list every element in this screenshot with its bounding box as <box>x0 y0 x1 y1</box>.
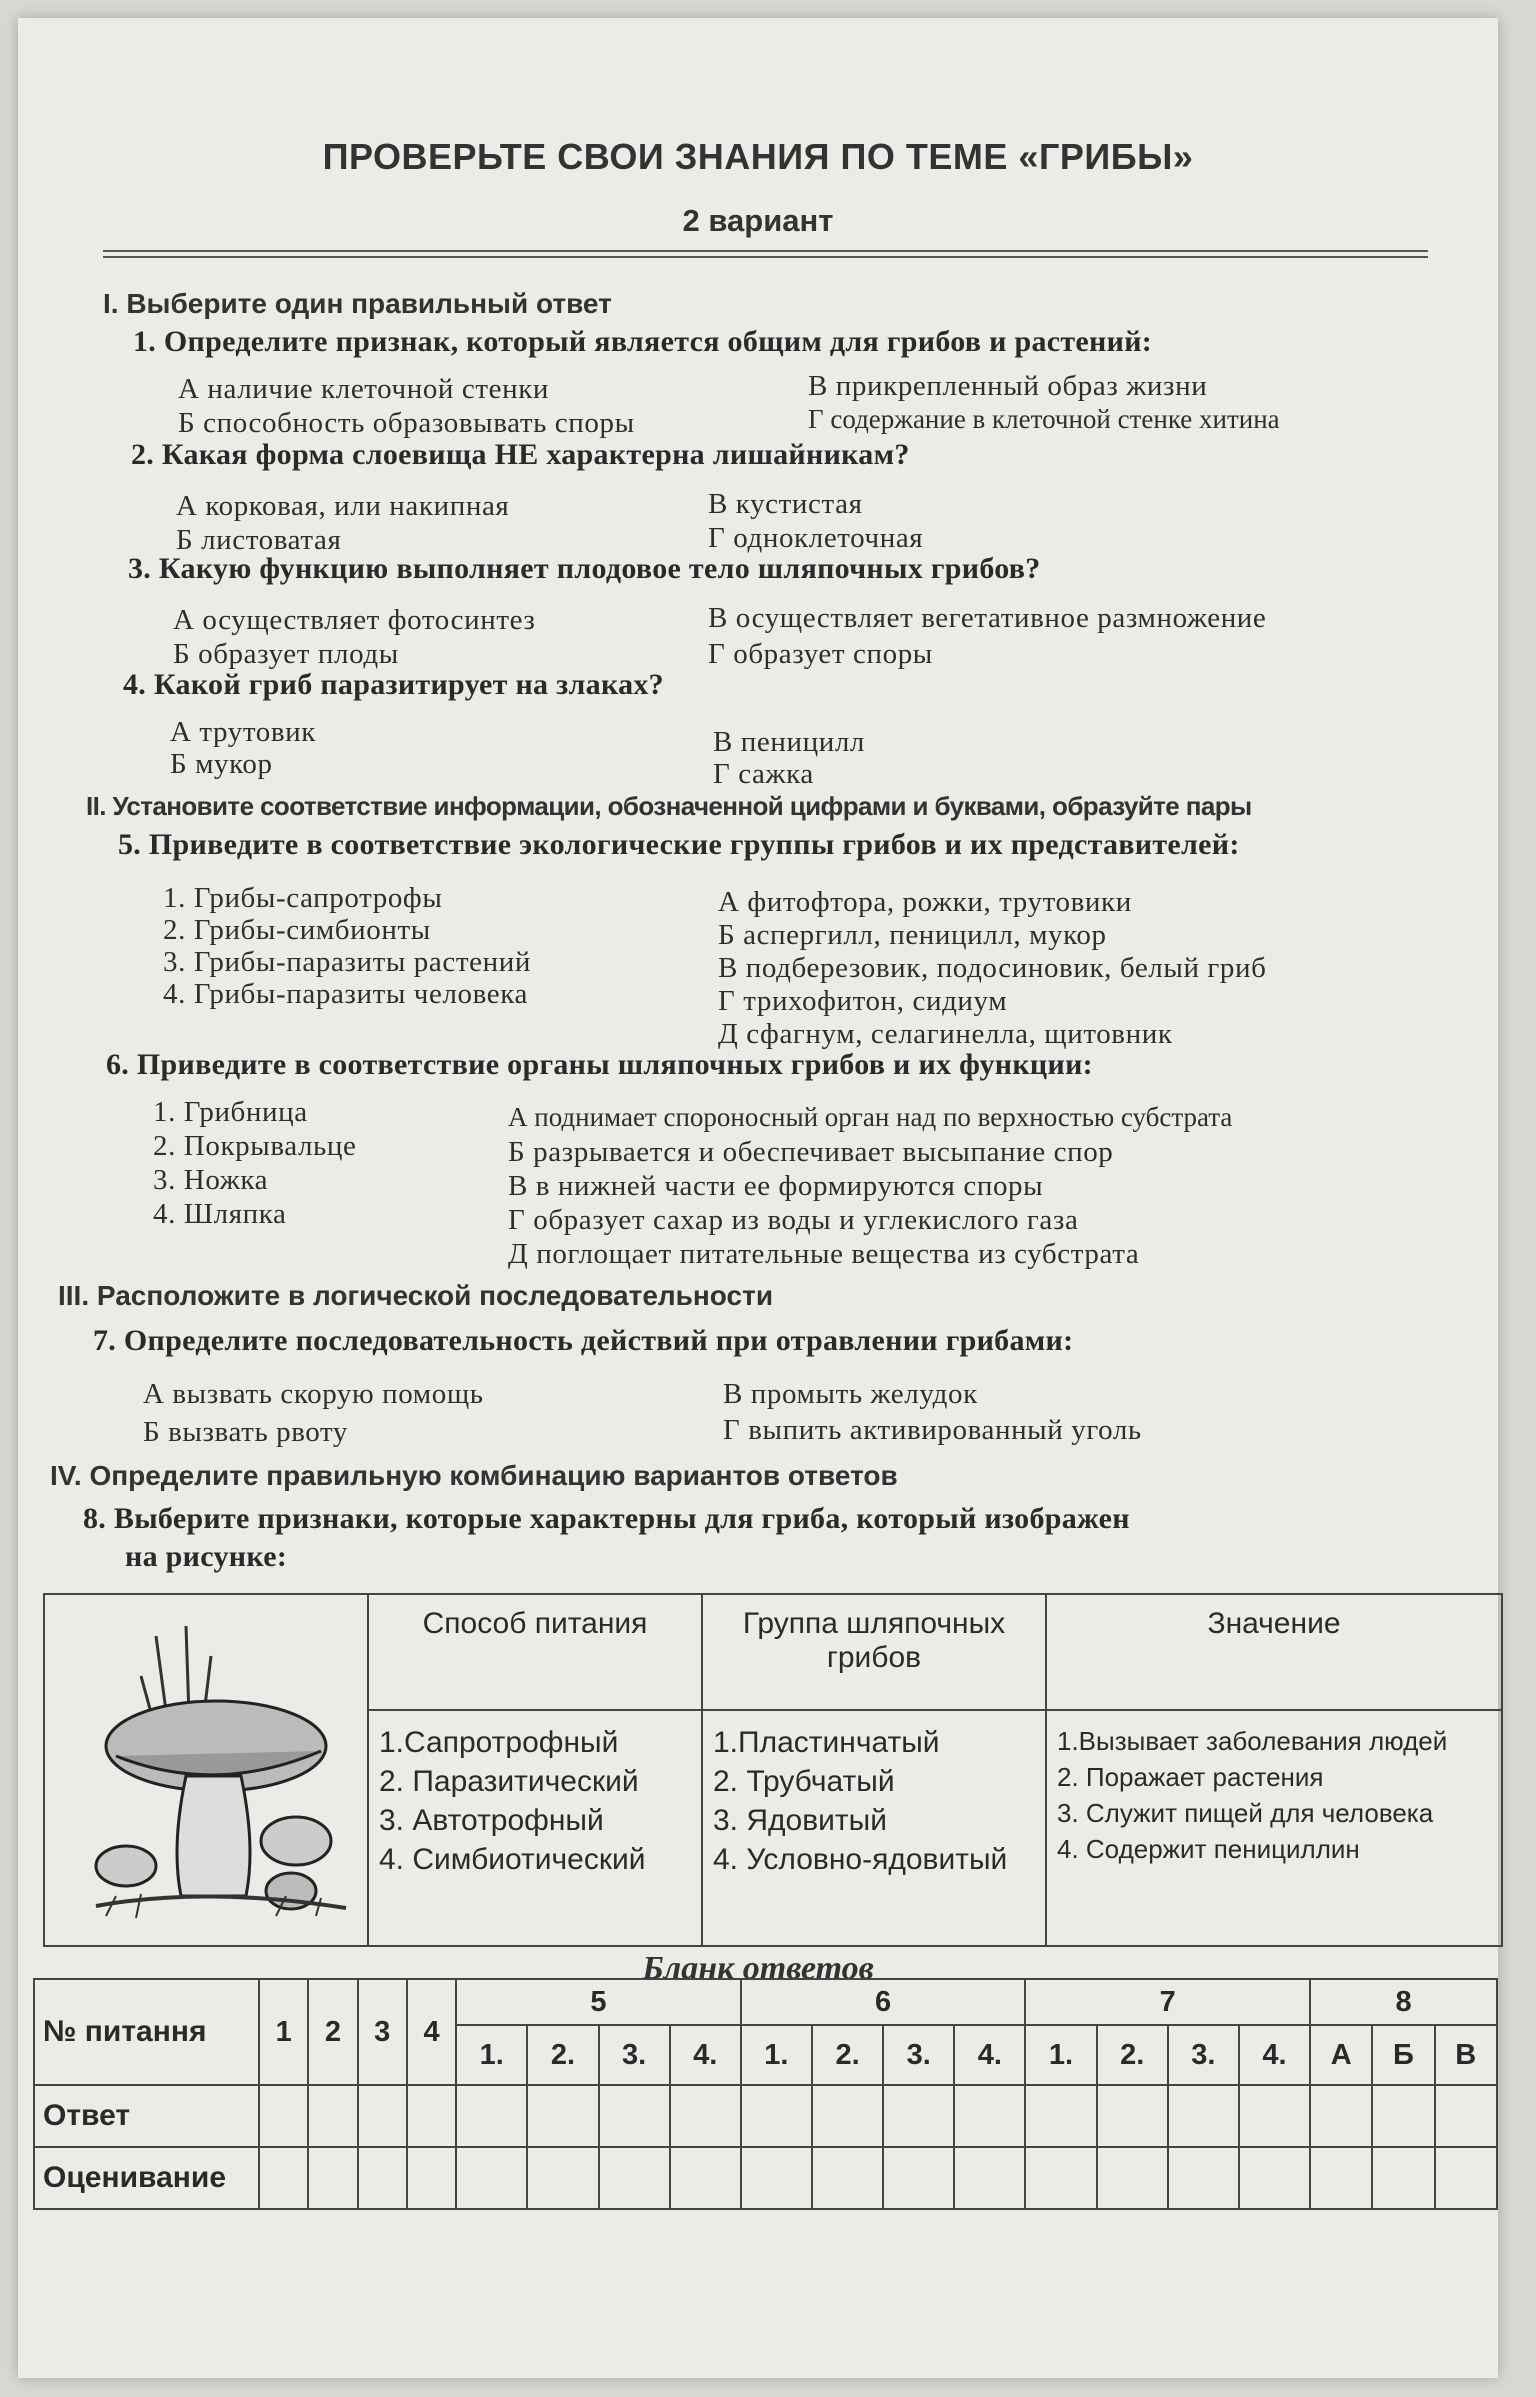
sub-q7: 2. <box>1097 2025 1168 2085</box>
q6-option-g: Г образует сахар из воды и углекислого газа <box>508 1204 1079 1236</box>
list-item: 4. Содержит пенициллин <box>1057 1834 1360 1864</box>
q7-option-b: Б вызвать рвоту <box>143 1416 349 1448</box>
answer-blank-title: Бланк ответов <box>642 1950 874 1987</box>
q6-item-2: 2. Покрывальце <box>153 1130 357 1162</box>
list-item: 3. Ядовитый <box>713 1804 887 1837</box>
page-title: ПРОВЕРЬТЕ СВОИ ЗНАНИЯ ПО ТЕМЕ «ГРИБЫ» <box>322 136 1194 177</box>
section-4-heading: IV. Определите правильную комбинацию вариантов ответов <box>50 1460 898 1491</box>
q6-item-4: 4. Шляпка <box>153 1198 287 1230</box>
q1-option-v: В прикрепленный образ жизни <box>808 370 1208 402</box>
sub-q7: 1. <box>1025 2025 1096 2085</box>
question-number-header: № питання <box>34 1979 259 2085</box>
sub-q8: Б <box>1372 2025 1434 2085</box>
list-item: 2. Поражает растения <box>1057 1762 1324 1792</box>
answer-cell[interactable] <box>1025 2085 1096 2147</box>
col-q4: 4 <box>407 1979 456 2085</box>
grade-cell[interactable] <box>308 2147 357 2209</box>
q7-option-a: А вызвать скорую помощь <box>143 1378 484 1410</box>
grade-cell[interactable] <box>1310 2147 1372 2209</box>
q5-item-2: 2. Грибы-симбионты <box>163 914 431 946</box>
question-8: 8. Выберите признаки, которые характерны для гриба, который изображен <box>83 1502 1130 1535</box>
grade-cell[interactable] <box>741 2147 812 2209</box>
divider <box>103 250 1428 252</box>
grade-cell[interactable] <box>1025 2147 1096 2209</box>
group-q6: 6 <box>741 1979 1026 2025</box>
answer-cell[interactable] <box>1310 2085 1372 2147</box>
col-q2: 2 <box>308 1979 357 2085</box>
section-1-heading: I. Выберите один правильный ответ <box>103 288 612 319</box>
q2-option-g: Г одноклеточная <box>708 522 924 554</box>
list-item: 4. Симбиотический <box>379 1843 646 1876</box>
grade-cell[interactable] <box>527 2147 598 2209</box>
list-item: 2. Паразитический <box>379 1765 639 1798</box>
section-3-heading: III. Расположите в логической последовательности <box>58 1280 774 1311</box>
q6-option-b: Б разрывается и обеспечивает высыпание спор <box>508 1136 1114 1168</box>
q7-option-v: В промыть желудок <box>723 1378 978 1410</box>
divider <box>103 256 1428 258</box>
list-item: 3. Автотрофный <box>379 1804 604 1837</box>
q8-table <box>43 1593 1503 1947</box>
q1-option-g: Г содержание в клеточной стенке хитина <box>808 404 1280 434</box>
sub-q5: 1. <box>456 2025 527 2085</box>
q5-item-4: 4. Грибы-паразиты человека <box>163 978 528 1010</box>
q5-item-1: 1. Грибы-сапротрофы <box>163 882 443 914</box>
answer-cell[interactable] <box>954 2085 1025 2147</box>
q3-option-a: А осуществляет фотосинтез <box>173 604 536 636</box>
question-5: 5. Приведите в соответствие экологические группы грибов и их представителей: <box>118 828 1240 861</box>
grade-cell[interactable] <box>1168 2147 1239 2209</box>
q4-option-a: А трутовик <box>170 716 316 748</box>
list-item: 3. Служит пищей для человека <box>1057 1798 1434 1828</box>
grade-cell[interactable] <box>954 2147 1025 2209</box>
answer-cell[interactable] <box>883 2085 954 2147</box>
answer-cell[interactable] <box>1239 2085 1310 2147</box>
q3-option-g: Г образует споры <box>708 638 933 670</box>
section-2-heading: II. Установите соответствие информации, обозначенной цифрами и буквами, образуйте пары <box>86 791 1252 821</box>
question-1: 1. Определите признак, который является общим для грибов и растений: <box>133 325 1153 358</box>
grade-cell[interactable] <box>456 2147 527 2209</box>
q6-item-1: 1. Грибница <box>153 1096 308 1128</box>
header-group: Группа шляпочных грибов <box>702 1594 1046 1710</box>
q1-option-a: А наличие клеточной стенки <box>178 373 550 405</box>
answer-cell[interactable] <box>670 2085 741 2147</box>
grade-cell[interactable] <box>1372 2147 1434 2209</box>
list-item: 1.Сапротрофный <box>379 1726 619 1759</box>
answer-cell[interactable] <box>407 2085 456 2147</box>
q6-option-v: В в нижней части ее формируются споры <box>508 1170 1044 1202</box>
question-8-cont: на рисунке: <box>125 1540 288 1573</box>
grade-cell[interactable] <box>670 2147 741 2209</box>
group-q7: 7 <box>1025 1979 1310 2025</box>
q2-option-b: Б листоватая <box>176 524 342 556</box>
sub-q5: 3. <box>599 2025 670 2085</box>
group-list <box>702 1710 1046 1946</box>
q3-option-b: Б образует плоды <box>173 638 399 670</box>
list-item: 2. Трубчатый <box>713 1765 895 1798</box>
q5-option-b: Б аспергилл, пеницилл, мукор <box>718 919 1107 951</box>
answer-cell[interactable] <box>1168 2085 1239 2147</box>
q2-option-a: А корковая, или накипная <box>176 490 510 522</box>
question-6: 6. Приведите в соответствие органы шляпочных грибов и их функции: <box>106 1048 1093 1081</box>
answer-cell[interactable] <box>527 2085 598 2147</box>
question-2: 2. Какая форма слоевища НЕ характерна лишайникам? <box>131 438 910 471</box>
variant-label: 2 вариант <box>682 203 834 238</box>
grade-cell[interactable] <box>259 2147 308 2209</box>
answer-cell[interactable] <box>308 2085 357 2147</box>
answer-cell[interactable] <box>456 2085 527 2147</box>
sub-q6: 2. <box>812 2025 883 2085</box>
q4-option-g: Г сажка <box>713 758 814 790</box>
grade-cell[interactable] <box>883 2147 954 2209</box>
col-q1: 1 <box>259 1979 308 2085</box>
q6-item-3: 3. Ножка <box>153 1164 269 1196</box>
grade-cell[interactable] <box>812 2147 883 2209</box>
q2-option-v: В кустистая <box>708 488 863 520</box>
q5-option-v: В подберезовик, подосиновик, белый гриб <box>718 952 1267 984</box>
grade-cell[interactable] <box>1435 2147 1497 2209</box>
sub-q7: 4. <box>1239 2025 1310 2085</box>
nutrition-list <box>368 1710 702 1946</box>
significance-list <box>1046 1710 1502 1946</box>
worksheet-page <box>18 18 1498 2378</box>
header-significance: Значение <box>1046 1594 1502 1710</box>
q4-option-v: В пеницилл <box>713 726 866 758</box>
col-q3: 3 <box>358 1979 407 2085</box>
grade-cell[interactable] <box>599 2147 670 2209</box>
group-q8: 8 <box>1310 1979 1497 2025</box>
list-item: 4. Условно-ядовитый <box>713 1843 1008 1876</box>
answer-cell[interactable] <box>1435 2085 1497 2147</box>
sub-q8: В <box>1435 2025 1497 2085</box>
answer-row-label: Ответ <box>34 2085 259 2147</box>
sub-q5: 4. <box>670 2025 741 2085</box>
mushroom-illustration <box>46 1596 366 1936</box>
sub-q6: 3. <box>883 2025 954 2085</box>
q6-option-d: Д поглощает питательные вещества из субстрата <box>508 1238 1140 1270</box>
question-4: 4. Какой гриб паразитирует на злаках? <box>123 668 664 701</box>
answer-cell[interactable] <box>259 2085 308 2147</box>
list-item: 1.Вызывает заболевания людей <box>1057 1726 1448 1756</box>
list-item: 1.Пластинчатый <box>713 1726 940 1759</box>
q3-option-v: В осуществляет вегетативное размножение <box>708 602 1267 634</box>
grade-cell[interactable] <box>1239 2147 1310 2209</box>
answer-cell[interactable] <box>1097 2085 1168 2147</box>
question-7: 7. Определите последовательность действий при отравлении грибами: <box>93 1324 1074 1357</box>
q5-option-g: Г трихофитон, сидиум <box>718 985 1008 1017</box>
sub-q5: 2. <box>527 2025 598 2085</box>
q5-option-d: Д сфагнум, селагинелла, щитовник <box>718 1018 1173 1050</box>
question-3: 3. Какую функцию выполняет плодовое тело шляпочных грибов? <box>128 552 1041 585</box>
q6-option-a: А поднимает спороносный орган над по верхностью субстрата <box>508 1102 1233 1132</box>
grade-cell[interactable] <box>407 2147 456 2209</box>
grade-row-label: Оценивание <box>34 2147 259 2209</box>
sub-q6: 1. <box>741 2025 812 2085</box>
answer-table <box>33 1978 1498 2210</box>
answer-cell[interactable] <box>599 2085 670 2147</box>
group-q5: 5 <box>456 1979 741 2025</box>
grade-cell[interactable] <box>1097 2147 1168 2209</box>
q7-option-g: Г выпить активированный уголь <box>723 1414 1142 1446</box>
sub-q7: 3. <box>1168 2025 1239 2085</box>
answer-cell[interactable] <box>1372 2085 1434 2147</box>
answer-cell[interactable] <box>741 2085 812 2147</box>
header-nutrition: Способ питания <box>368 1594 702 1710</box>
sub-q6: 4. <box>954 2025 1025 2085</box>
q5-option-a: А фитофтора, рожки, трутовики <box>718 886 1132 918</box>
q1-option-b: Б способность образовывать споры <box>178 407 635 439</box>
q5-item-3: 3. Грибы-паразиты растений <box>163 946 531 978</box>
q4-option-b: Б мукор <box>170 748 273 780</box>
mushroom-picture <box>44 1594 368 1946</box>
answer-cell[interactable] <box>358 2085 407 2147</box>
grade-cell[interactable] <box>358 2147 407 2209</box>
answer-cell[interactable] <box>812 2085 883 2147</box>
sub-q8: А <box>1310 2025 1372 2085</box>
